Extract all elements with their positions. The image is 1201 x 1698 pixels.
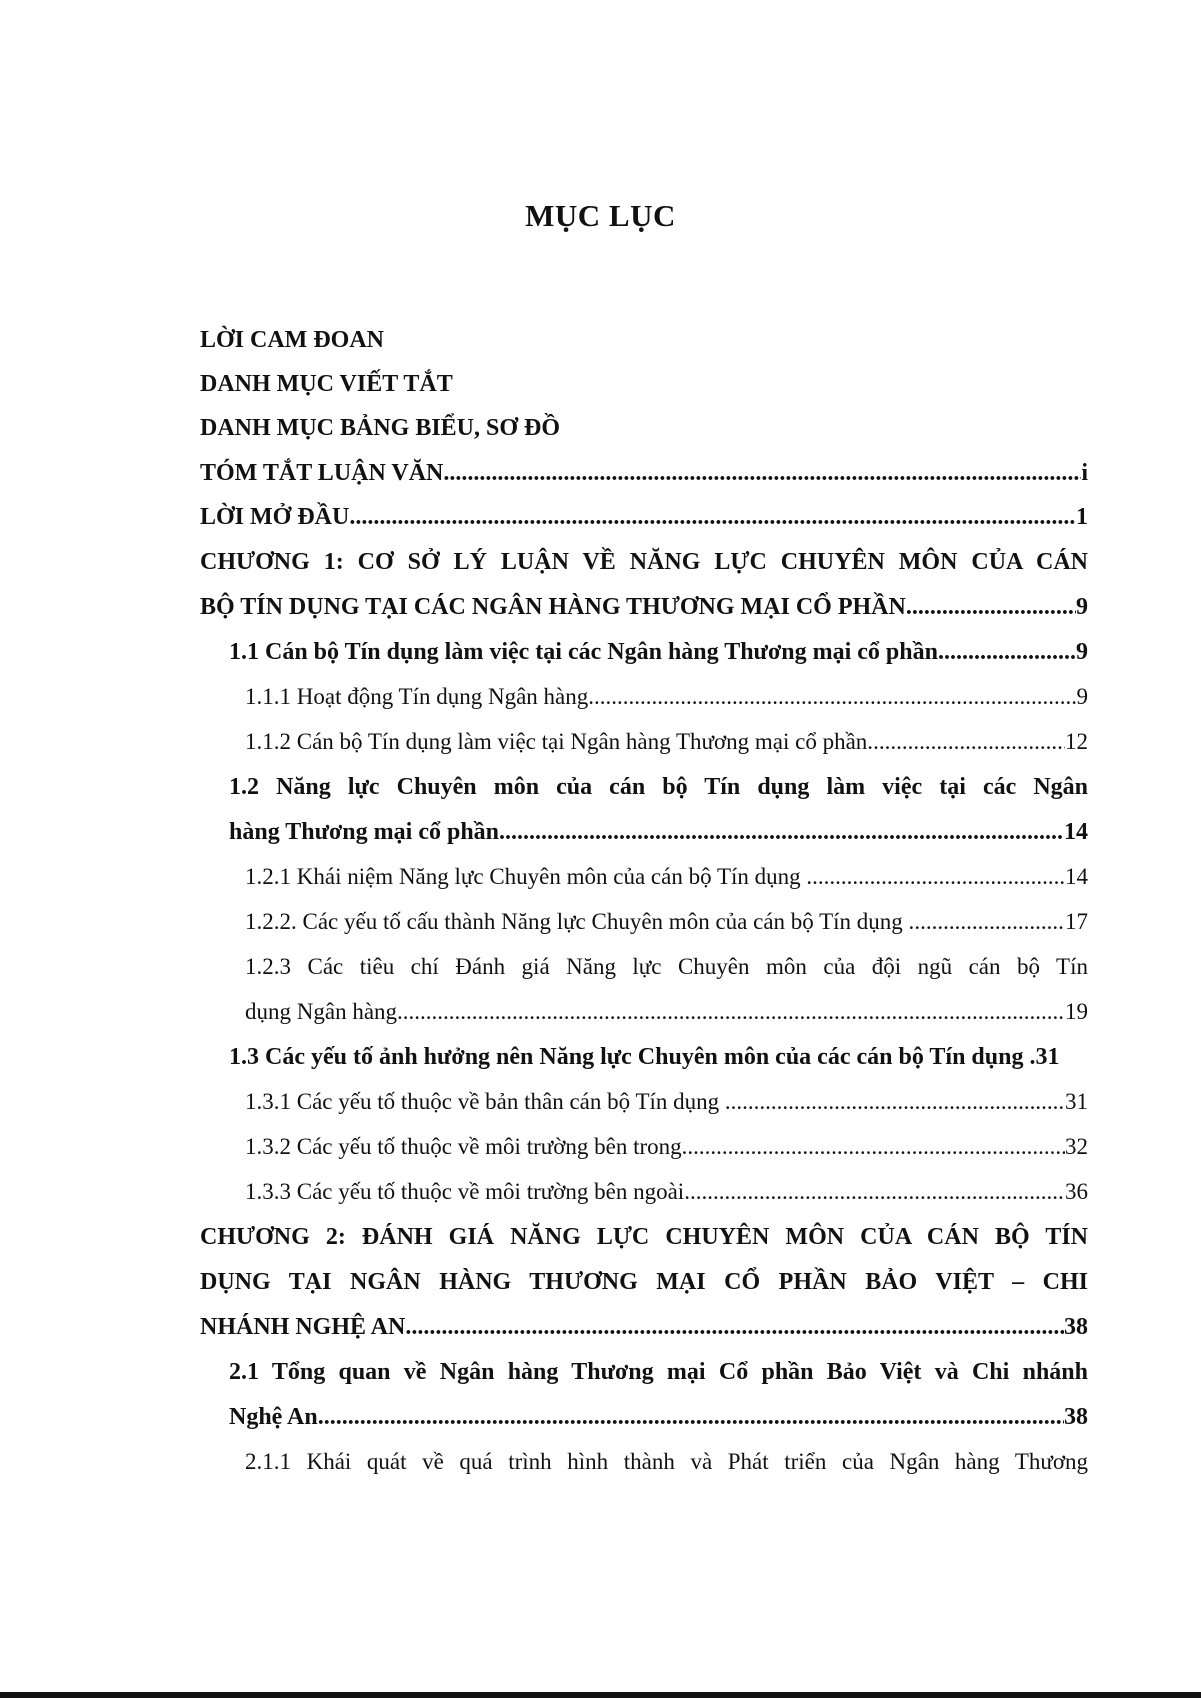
dot-leader <box>349 499 1076 535</box>
toc-entry-1-2-1[interactable] <box>245 859 1088 895</box>
toc-entry-danh-muc-viet-tat[interactable] <box>200 366 1088 402</box>
toc-entry-1-2-2[interactable] <box>245 904 1088 940</box>
dot-leader <box>873 724 1065 760</box>
dot-leader <box>906 589 1076 625</box>
toc-entry-text: 1.3 Các yếu tố ảnh hưởng nên Năng lực Chuyên môn của các cán bộ Tín dụng .31 <box>229 1044 1060 1070</box>
toc-entry-2-1[interactable] <box>229 1354 1088 1390</box>
toc-page-number: 9 <box>1076 639 1088 665</box>
toc-page-number: 19 <box>1065 999 1088 1024</box>
toc-entry-danh-muc-bang-bieu[interactable] <box>200 410 1088 446</box>
toc-page-number: 1 <box>1076 504 1088 530</box>
page-title: MỤC LỤC <box>525 198 676 233</box>
dot-leader <box>914 904 1065 940</box>
toc-entry-text: 1.3.1 Các yếu tố thuộc về bản thân cán bộ Tín dụng . <box>245 1089 731 1114</box>
toc-entry-text: 2.1 Tổng quan về Ngân hàng Thương mại Cổ phần Bảo Việt và Chi nhánh <box>229 1359 1088 1385</box>
dot-leader <box>812 859 1065 895</box>
toc-entry-1-1[interactable] <box>229 634 1088 670</box>
toc-entry-chuong-2-cont[interactable] <box>200 1264 1088 1300</box>
toc-entry-text: dụng Ngân hàng <box>245 999 398 1024</box>
toc-entry-text: 1.1.2 Cán bộ Tín dụng làm việc tại Ngân hàng Thương mại cổ phần. <box>245 729 874 754</box>
toc-entry-text: 1.2.3 Các tiêu chí Đánh giá Năng lực Chuyên môn của đội ngũ cán bộ Tín <box>245 954 1088 979</box>
toc-entry-text: NHÁNH NGHỆ AN <box>200 1314 406 1340</box>
toc-entry-1-3[interactable] <box>229 1039 1059 1075</box>
toc-entry-text: DANH MỤC BẢNG BIỂU, SƠ ĐỒ <box>200 415 561 441</box>
toc-entry-1-1-1[interactable] <box>245 679 1088 715</box>
dot-leader <box>684 1174 1065 1210</box>
page-bottom-border <box>0 1692 1201 1698</box>
toc-page-number: 14 <box>1065 864 1088 889</box>
toc-page-number: i <box>1081 460 1088 486</box>
toc-entry-text: 1.2.2. Các yếu tố cấu thành Năng lực Chuyên môn của cán bộ Tín dụng . <box>245 909 915 934</box>
toc-page-number: 9 <box>1076 594 1088 620</box>
toc-page-number: 38 <box>1064 1314 1088 1340</box>
toc-entry-text: 1.1.1 Hoạt động Tín dụng Ngân hàng. <box>245 684 595 709</box>
toc-entry-chuong-1-cont[interactable] <box>200 589 1088 625</box>
toc-entry-1-2[interactable] <box>229 769 1088 805</box>
toc-page-number: 32 <box>1065 1134 1088 1159</box>
toc-page-number: 9 <box>1076 684 1088 709</box>
toc-entry-text: DANH MỤC VIẾT TẮT <box>200 371 453 397</box>
toc-entry-chuong-2-cont2[interactable] <box>200 1309 1088 1345</box>
toc-entry-text: CHƯƠNG 1: CƠ SỞ LÝ LUẬN VỀ NĂNG LỰC CHUYÊN MÔN CỦA CÁN <box>200 549 1088 575</box>
dot-leader <box>397 994 1065 1030</box>
toc-entry-text: LỜI MỞ ĐẦU <box>200 504 350 530</box>
toc-entry-text: 2.1.1 Khái quát về quá trình hình thành và Phát triển của Ngân hàng Thương <box>245 1449 1088 1474</box>
toc-page-number: 31 <box>1065 1089 1088 1114</box>
toc-entry-1-3-2[interactable] <box>245 1129 1088 1165</box>
toc-entry-chuong-2[interactable] <box>200 1219 1088 1255</box>
toc-entry-1-1-2[interactable] <box>245 724 1088 760</box>
toc-entry-text: 1.3.3 Các yếu tố thuộc về môi trường bên ngoài <box>245 1179 685 1204</box>
toc-entry-text: 1.1 Cán bộ Tín dụng làm việc tại các Ngân hàng Thương mại cổ phần. <box>229 639 944 665</box>
toc-entry-text: TÓM TẮT LUẬN VĂN <box>200 460 444 486</box>
toc-page-number: 36 <box>1065 1179 1088 1204</box>
toc-entry-1-2-3[interactable] <box>245 949 1088 985</box>
toc-entry-text: LỜI CAM ĐOAN <box>200 327 384 353</box>
toc-entry-1-2-3-cont[interactable] <box>245 994 1088 1030</box>
toc-entry-loi-mo-dau[interactable] <box>200 499 1088 535</box>
toc-entry-text: BỘ TÍN DỤNG TẠI CÁC NGÂN HÀNG THƯƠNG MẠI CỔ PHẦN <box>200 594 906 620</box>
toc-entry-loi-cam-doan[interactable] <box>200 322 1088 358</box>
toc-page-number: 38 <box>1064 1404 1088 1430</box>
toc-entry-text: hàng Thương mại cổ phần. <box>229 819 506 845</box>
dot-leader <box>944 634 1076 670</box>
toc-entry-text: Nghệ An. <box>229 1404 324 1430</box>
toc-entry-1-3-1[interactable] <box>245 1084 1088 1120</box>
toc-entry-chuong-1[interactable] <box>200 544 1088 580</box>
toc-page-number: 14 <box>1064 819 1088 845</box>
toc-entry-text: DỤNG TẠI NGÂN HÀNG THƯƠNG MẠI CỔ PHẦN BẢO VIỆT – CHI <box>200 1269 1088 1295</box>
dot-leader <box>443 455 1081 491</box>
toc-page-number: 12 <box>1065 729 1088 754</box>
toc-entry-tom-tat[interactable] <box>200 455 1088 491</box>
toc-entry-2-1-cont[interactable] <box>229 1399 1088 1435</box>
dot-leader <box>731 1084 1065 1120</box>
toc-entry-text: 1.2 Năng lực Chuyên môn của cán bộ Tín dụng làm việc tại các Ngân <box>229 774 1088 800</box>
toc-entry-1-2-cont[interactable] <box>229 814 1088 850</box>
dot-leader <box>505 814 1064 850</box>
toc-entry-1-3-3[interactable] <box>245 1174 1088 1210</box>
toc-entry-2-1-1[interactable] <box>245 1444 1088 1480</box>
toc-entry-text: 1.2.1 Khái niệm Năng lực Chuyên môn của cán bộ Tín dụng . <box>245 864 813 889</box>
toc-entry-text: CHƯƠNG 2: ĐÁNH GIÁ NĂNG LỰC CHUYÊN MÔN CỦA CÁN BỘ TÍN <box>200 1224 1088 1250</box>
dot-leader <box>324 1399 1064 1435</box>
dot-leader <box>594 679 1076 715</box>
dot-leader <box>405 1309 1064 1345</box>
toc-entry-text: 1.3.2 Các yếu tố thuộc về môi trường bên trong <box>245 1134 682 1159</box>
toc-page-number: 17 <box>1065 909 1088 934</box>
dot-leader <box>682 1129 1065 1165</box>
